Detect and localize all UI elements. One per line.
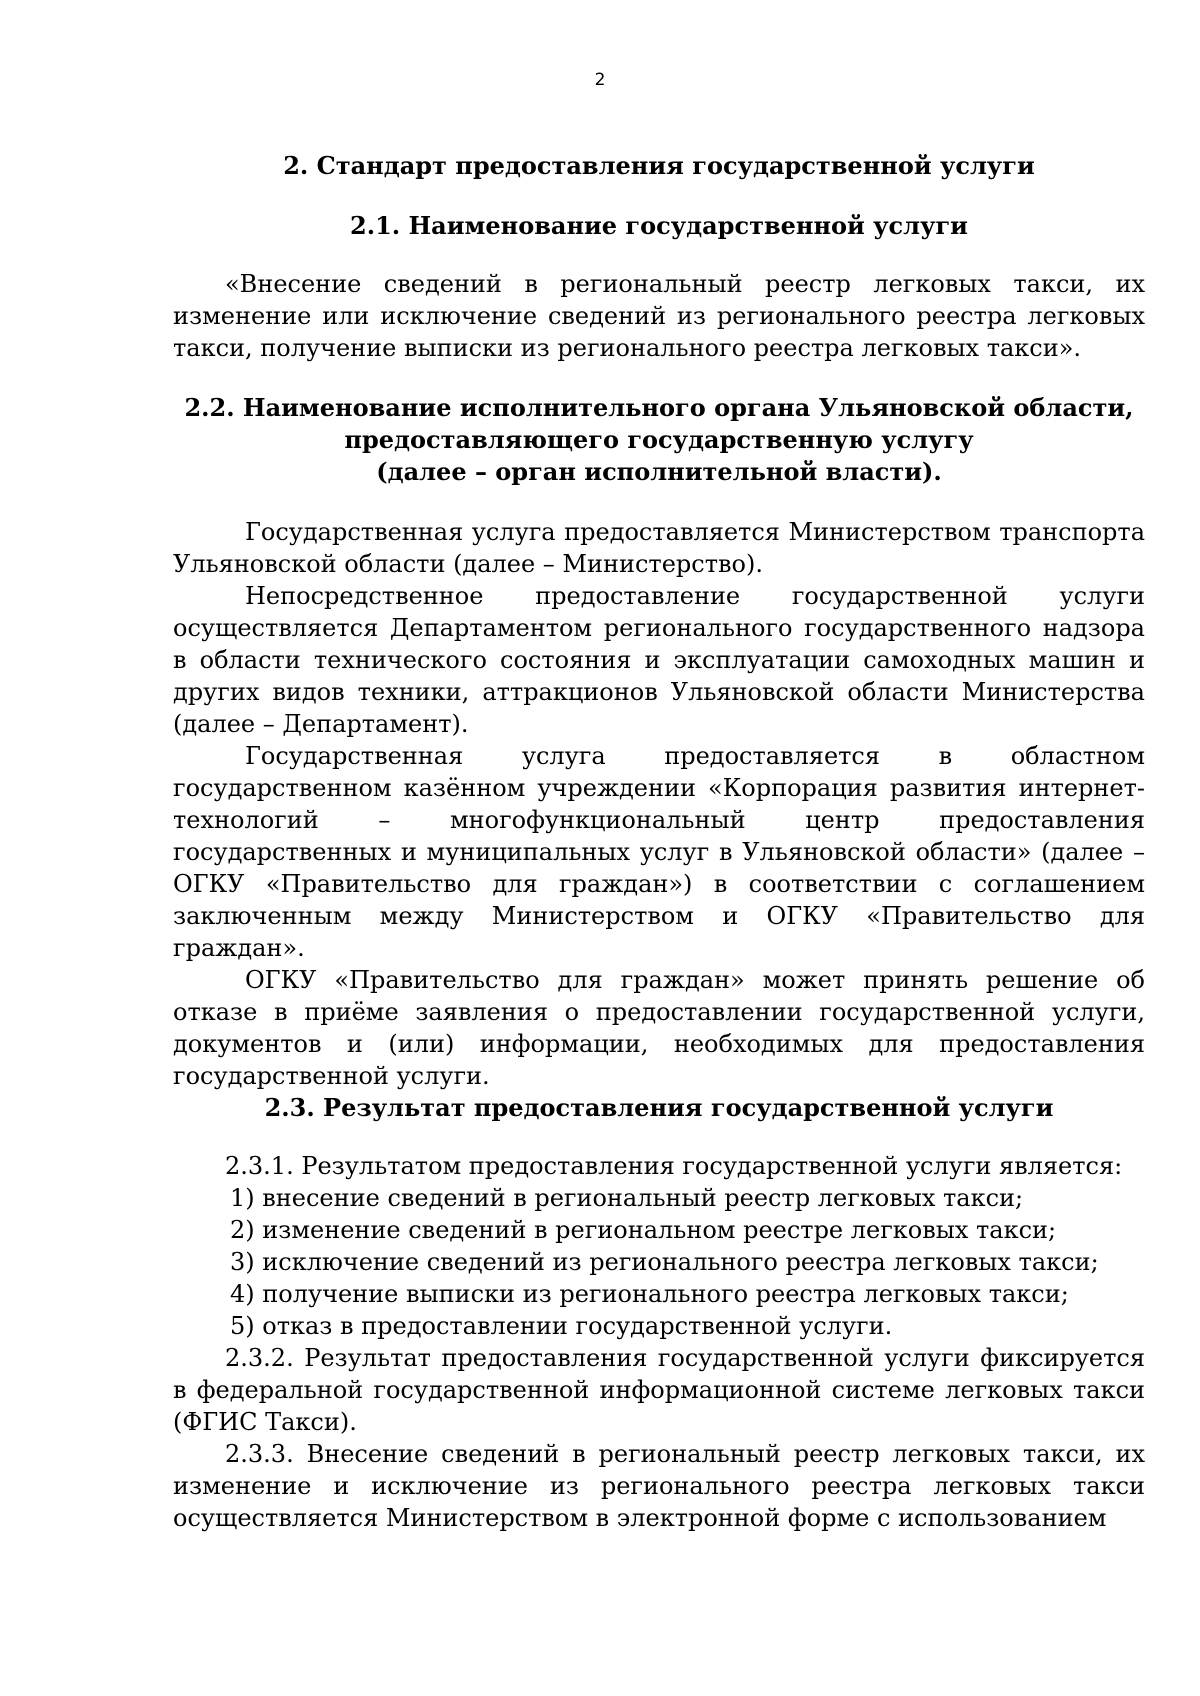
service-name-paragraph: «Внесение сведений в региональный реестр легковых такси, их изменение или исключение сведений из регионального реестра легковых такси, получение выписки из регионального реестра легковых такси».: [173, 270, 1145, 362]
result-intro: 2.3.1. Результатом предоставления государственной услуги является:: [225, 1152, 1123, 1180]
section-2-2-title-line: (далее – орган исполнительной власти).: [376, 457, 942, 486]
section-2-1-title: 2.1. Наименование государственной услуги: [350, 211, 968, 240]
paragraph-refusal: ОГКУ «Правительство для граждан» может принять решение об отказе в приёме заявления о предоставлении государственной услуги, документов и (или) информации, необходимых для предоставления государственной услуги.: [173, 966, 1145, 1090]
paragraph-ogku: Государственная услуга предоставляется в областном государственном казённом учреждении «Корпорация развития интернет-технологий – многофункциональный центр предоставления государственных и муниципальных услуг в Ульяновской области» (далее – ОГКУ «Правительство для граждан») в соответствии с соглашением заключенным между Министерством и ОГКУ «Правительство для граждан».: [173, 742, 1145, 962]
section-2-3-title: 2.3. Результат предоставления государственной услуги: [264, 1093, 1054, 1122]
paragraph-2-3-3: 2.3.3. Внесение сведений в региональный реестр легковых такси, их изменение и исключение из регионального реестра легковых такси осуществляется Министерством в электронной форме с использованием: [173, 1440, 1145, 1532]
result-list-item: 1) внесение сведений в региональный реестр легковых такси;: [230, 1184, 1024, 1212]
result-list-item: 2) изменение сведений в региональном реестре легковых такси;: [230, 1216, 1057, 1244]
document-body: [173, 150, 1145, 1534]
section-2-title: 2. Стандарт предоставления государственной услуги: [283, 151, 1035, 180]
paragraph-2-3-2: 2.3.2. Результат предоставления государственной услуги фиксируется в федеральной государственной информационной системе легковых такси (ФГИС Такси).: [173, 1344, 1145, 1436]
page-number: 2: [594, 70, 606, 90]
paragraph-department: Непосредственное предоставление государственной услуги осуществляется Департаментом регионального государственного надзора в области технического состояния и эксплуатации самоходных машин и других видов техники, аттракционов Ульяновской области Министерства (далее – Департамент).: [173, 582, 1145, 738]
result-list-item: 4) получение выписки из регионального реестра легковых такси;: [230, 1280, 1069, 1308]
result-list-item: 3) исключение сведений из регионального реестра легковых такси;: [230, 1248, 1099, 1276]
paragraph-ministry: Государственная услуга предоставляется Министерством транспорта Ульяновской области (далее – Министерство).: [173, 518, 1145, 578]
section-2-2-title-line: предоставляющего государственную услугу: [344, 425, 974, 454]
section-2-2-title-line: 2.2. Наименование исполнительного органа Ульяновской области,: [184, 393, 1134, 422]
section-2-2-title: [173, 392, 1145, 488]
result-list-item: 5) отказ в предоставлении государственной услуги.: [230, 1312, 893, 1340]
